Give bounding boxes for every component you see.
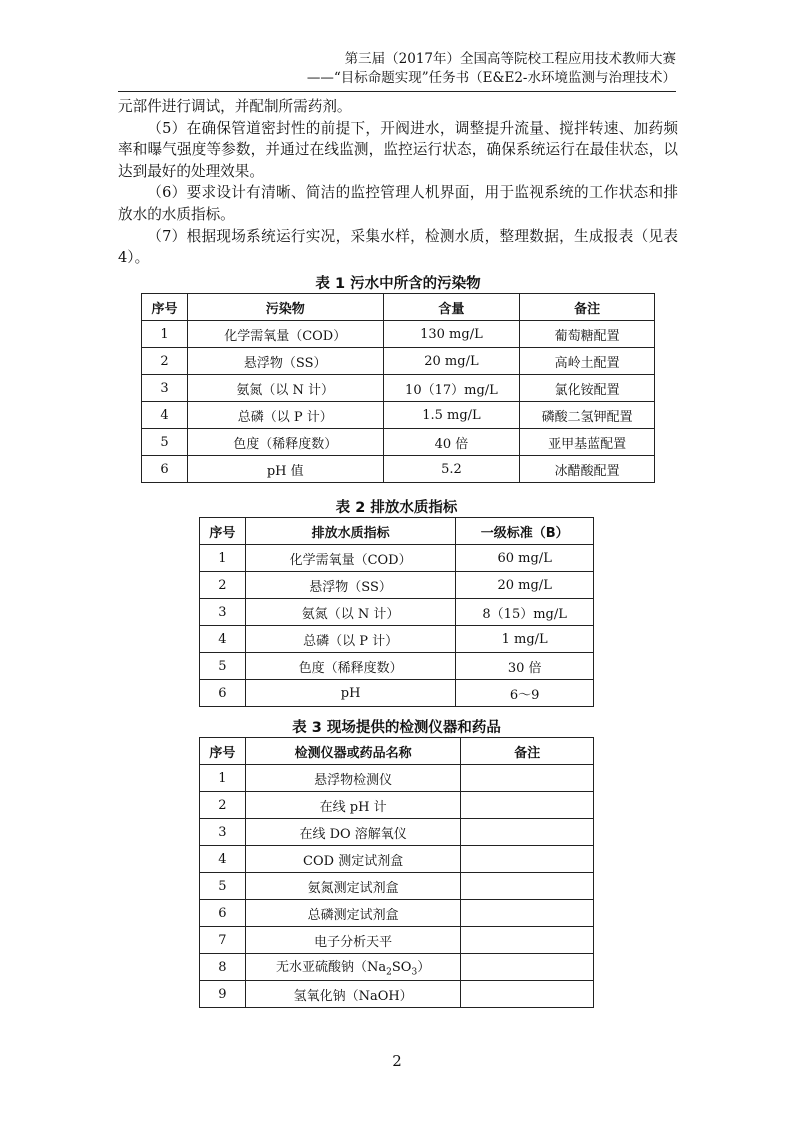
table-cell: 2 xyxy=(200,572,246,599)
table-row xyxy=(200,545,594,572)
table-row xyxy=(200,599,594,626)
table-cell: 2 xyxy=(200,792,246,819)
table-row xyxy=(200,846,594,873)
table-cell xyxy=(461,954,594,981)
table1-pollutants xyxy=(141,293,655,483)
table-cell: COD 测定试剂盒 xyxy=(245,846,461,873)
table-row xyxy=(142,321,655,348)
table-cell: 6～9 xyxy=(456,680,594,707)
table-cell: 色度（稀释度数） xyxy=(187,429,383,456)
table-cell: 氯化铵配置 xyxy=(520,375,655,402)
table2-discharge-standards xyxy=(199,517,594,707)
table-cell: 7 xyxy=(200,927,246,954)
table-cell xyxy=(461,900,594,927)
table-row xyxy=(142,402,655,429)
table-header-row xyxy=(200,738,594,765)
table-cell xyxy=(461,846,594,873)
table1-caption: 表 1 污水中所含的污染物 xyxy=(315,276,481,292)
subscript: 3 xyxy=(411,967,418,978)
paragraph-item-5: （5）在确保管道密封性的前提下，开阀进水，调整提升流量、搅拌转速、加药频率和曝气强度等参数，并通过在线监测，监控运行状态，确保系统运行在最佳状态，以达到最好的处理效果。 xyxy=(118,119,678,180)
table-cell xyxy=(461,927,594,954)
table-cell: 氢氧化钠（NaOH） xyxy=(245,981,461,1008)
table-cell: 6 xyxy=(200,900,246,927)
table-cell: 氨氮（以 N 计） xyxy=(245,599,455,626)
table-cell: 总磷测定试剂盒 xyxy=(245,900,461,927)
table2-caption: 表 2 排放水质指标 xyxy=(335,500,458,516)
table-cell: 5 xyxy=(200,653,246,680)
header-rule xyxy=(118,91,676,92)
table-cell: 在线 pH 计 xyxy=(245,792,461,819)
table-cell: 电子分析天平 xyxy=(245,927,461,954)
table-cell: 悬浮物（SS） xyxy=(245,572,455,599)
table-row xyxy=(200,927,594,954)
table-cell: 1 xyxy=(200,545,246,572)
table-cell: 悬浮物（SS） xyxy=(187,348,383,375)
table-cell: 2 xyxy=(142,348,188,375)
table-cell: 5 xyxy=(142,429,188,456)
table-cell: 8（15）mg/L xyxy=(456,599,594,626)
table-cell xyxy=(461,765,594,792)
column-header: 备注 xyxy=(461,738,594,765)
table-cell: 化学需氧量（COD） xyxy=(245,545,455,572)
table-cell: 5.2 xyxy=(383,456,520,483)
table-cell: 6 xyxy=(142,456,188,483)
column-header: 检测仪器或药品名称 xyxy=(245,738,461,765)
column-header: 排放水质指标 xyxy=(245,518,455,545)
table-cell: 葡萄糖配置 xyxy=(520,321,655,348)
table-row xyxy=(200,765,594,792)
table-header-row xyxy=(200,518,594,545)
header-line-2: ——“目标命题实现”任务书（E&E2-水环境监测与治理技术） xyxy=(306,70,676,86)
table-cell: 高岭土配置 xyxy=(520,348,655,375)
header-line-1: 第三届（2017年）全国高等院校工程应用技术教师大赛 xyxy=(344,51,676,67)
table-cell: 亚甲基蓝配置 xyxy=(520,429,655,456)
table-cell: 8 xyxy=(200,954,246,981)
table-cell xyxy=(461,981,594,1008)
table-row xyxy=(200,653,594,680)
table-cell: 3 xyxy=(142,375,188,402)
column-header: 序号 xyxy=(200,738,246,765)
table-row xyxy=(200,792,594,819)
table-cell: 氨氮测定试剂盒 xyxy=(245,873,461,900)
table-row xyxy=(200,873,594,900)
table-cell: 60 mg/L xyxy=(456,545,594,572)
table-cell: 40 倍 xyxy=(383,429,520,456)
table-row xyxy=(142,456,655,483)
paragraph-item-7: （7）根据现场系统运行实况，采集水样，检测水质，整理数据，生成报表（见表4）。 xyxy=(118,227,678,267)
table-cell: 3 xyxy=(200,819,246,846)
table-cell: 磷酸二氢钾配置 xyxy=(520,402,655,429)
table-cell: 冰醋酸配置 xyxy=(520,456,655,483)
table-row xyxy=(142,375,655,402)
table-cell xyxy=(461,792,594,819)
table-cell: 1 mg/L xyxy=(456,626,594,653)
table-cell: 总磷（以 P 计） xyxy=(187,402,383,429)
column-header: 污染物 xyxy=(187,294,383,321)
table3-caption: 表 3 现场提供的检测仪器和药品 xyxy=(292,720,501,736)
table-cell: 20 mg/L xyxy=(383,348,520,375)
table-cell: 4 xyxy=(200,626,246,653)
table-cell: 氨氮（以 N 计） xyxy=(187,375,383,402)
table-cell: 4 xyxy=(142,402,188,429)
table-header-row xyxy=(142,294,655,321)
table-row xyxy=(142,348,655,375)
table-cell: 5 xyxy=(200,873,246,900)
column-header: 备注 xyxy=(520,294,655,321)
body-text xyxy=(118,96,678,269)
table-cell: 1.5 mg/L xyxy=(383,402,520,429)
table-cell: 总磷（以 P 计） xyxy=(245,626,455,653)
page-header xyxy=(307,50,676,88)
table-cell: 1 xyxy=(142,321,188,348)
reagent-name-part: SO xyxy=(391,960,412,976)
table-row xyxy=(200,900,594,927)
reagent-name-part: ） xyxy=(417,960,431,976)
table-row xyxy=(200,981,594,1008)
table-cell: 3 xyxy=(200,599,246,626)
table-cell: 4 xyxy=(200,846,246,873)
subscript: 2 xyxy=(386,967,392,978)
table-cell: 30 倍 xyxy=(456,653,594,680)
column-header: 序号 xyxy=(142,294,188,321)
table-cell: 在线 DO 溶解氧仪 xyxy=(245,819,461,846)
table-row xyxy=(200,954,594,981)
table-cell: pH 值 xyxy=(187,456,383,483)
table-row xyxy=(200,819,594,846)
paragraph-continued: 元部件进行调试，并配制所需药剂。 xyxy=(118,98,352,115)
table-cell: 20 mg/L xyxy=(456,572,594,599)
table-cell xyxy=(461,873,594,900)
reagent-name-part: 无水亚硫酸钠（Na xyxy=(276,960,387,976)
table-cell: 色度（稀释度数） xyxy=(245,653,455,680)
paragraph-item-6: （6）要求设计有清晰、简洁的监控管理人机界面，用于监视系统的工作状态和排放水的水质指标。 xyxy=(118,184,678,223)
table-cell xyxy=(461,819,594,846)
column-header: 含量 xyxy=(383,294,520,321)
page-number: 2 xyxy=(392,1052,402,1070)
table-cell: 10（17）mg/L xyxy=(383,375,520,402)
column-header: 序号 xyxy=(200,518,246,545)
table-cell: 悬浮物检测仪 xyxy=(245,765,461,792)
table-row xyxy=(200,626,594,653)
table-row xyxy=(200,680,594,707)
table-row xyxy=(142,429,655,456)
table-row xyxy=(200,572,594,599)
table-cell: 130 mg/L xyxy=(383,321,520,348)
table-cell: 9 xyxy=(200,981,246,1008)
table-cell: 化学需氧量（COD） xyxy=(187,321,383,348)
table-cell: pH xyxy=(245,680,455,707)
table-cell: 1 xyxy=(200,765,246,792)
table-cell: 6 xyxy=(200,680,246,707)
table-cell xyxy=(245,954,461,981)
column-header: 一级标准（B） xyxy=(456,518,594,545)
table3-instruments-reagents xyxy=(199,737,594,1008)
